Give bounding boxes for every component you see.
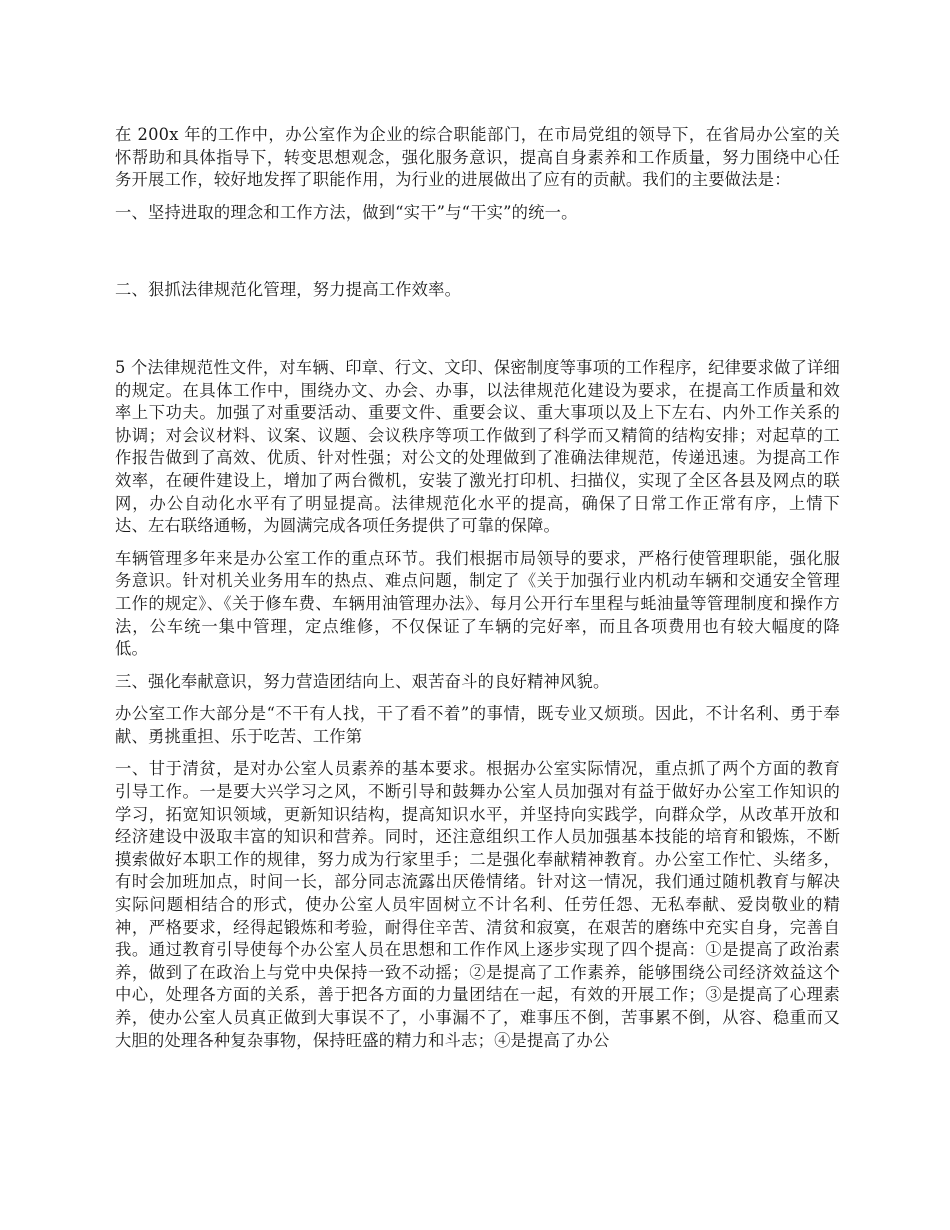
education-paragraph: 一、甘于清贫，是对办公室人员素养的基本要求。根据办公室实际情况，重点抓了两个方面的教育引导工作。一是要大兴学习之风，不断引导和鼓舞办公室人员加强对有益于做好办公室工作知识的学习，拓宽知识领域，更新知识结构，提高知识水平，并坚持向实践学，向群众学，从改革开放和经济建设中汲取丰富的知识和营养。同时，还注意组织工作人员加强基本技能的培育和锻炼，不断摸索做好本职工作的规律，努力成为行家里手；二是强化奉献精神教育。办公室工作忙、头绪多，有时会加班加点，时间一长，部分同志流露出厌倦情绪。针对这一情况，我们通过随机教育与解决实际问题相结合的形式，使办公室人员牢固树立不计名利、任劳任怨、无私奉献、爱岗敬业的精神，严格要求，经得起锻炼和考验，耐得住辛苦、清贫和寂寞，在艰苦的磨练中充实自身，完善自我。通过教育引导使每个办公室人员在思想和工作作风上逐步实现了四个提高：①是提高了政治素养，做到了在政治上与党中央保持一致不动摇；②是提高了工作素养，能够围绕公司经济效益这个中心，处理各方面的关系，善于把各方面的力量团结在一起，有效的开展工作；③是提高了心理素养，使办公室人员真正做到大事误不了，小事漏不了，难事压不倒，苦事累不倒，从容、稳重而又大胆的处理各种复杂事物，保持旺盛的精力和斗志；④是提高了办公 xyxy=(115,759,840,1050)
spacer xyxy=(115,312,840,357)
regulation-paragraph: 5 个法律规范性文件，对车辆、印章、行文、文印、保密制度等事项的工作程序，纪律要求做了详细的规定。在具体工作中，围绕办文、办会、办事，以法律规范化建设为要求，在提高工作质量和效率上下功夫。加强了对重要活动、重要文件、重要会议、重大事项以及上下左右、内外工作关系的协调；对会议材料、议案、议题、会议秩序等项工作做到了科学而又精简的结构安排；对起草的工作报告做到了高效、优质、针对性强；对公文的处理做到了准确法律规范，传递迅速。为提高工作效率，在硬件建设上，增加了两台微机，安装了激光打印机、扫描仪，实现了全区各县及网点的联网，办公自动化水平有了明显提高。法律规范化水平的提高，确保了日常工作正常有序，上情下达、左右联络通畅，为圆满完成各项任务提供了可靠的保障。 xyxy=(115,357,840,536)
office-work-paragraph: 办公室工作大部分是“不干有人找，干了看不着”的事情，既专业又烦琐。因此，不计名利、勇于奉献、勇挑重担、乐于吃苦、工作第 xyxy=(115,704,840,746)
section-heading-1: 一、坚持进取的理念和工作方法，做到“实干”与“干实”的统一。 xyxy=(115,202,578,222)
section-heading-2: 二、狠抓法律规范化管理，努力提高工作效率。 xyxy=(115,280,462,300)
intro-paragraph: 在 200x 年的工作中，办公室作为企业的综合职能部门，在市局党组的领导下，在省局办公室的关怀帮助和具体指导下，转变思想观念，强化服务意识，提高自身素养和工作质量，努力围绕中心任务开展工作，较好地发挥了职能作用，为行业的进展做出了应有的贡献。我们的主要做法是： xyxy=(115,125,840,190)
vehicle-management-paragraph: 车辆管理多年来是办公室工作的重点环节。我们根据市局领导的要求，严格行使管理职能，强化服务意识。针对机关业务用车的热点、难点问题，制定了《关于加强行业内机动车辆和交通安全管理工作的规定》、《关于修车费、车辆用油管理办法》、每月公开行车里程与蚝油量等管理制度和操作方法，公车统一集中管理，定点维修，不仅保证了车辆的完好率，而且各项费用也有较大幅度的降低。 xyxy=(115,548,840,659)
section-heading-3: 三、强化奉献意识，努力营造团结向上、艰苦奋斗的良好精神风貌。 xyxy=(115,671,610,691)
spacer xyxy=(115,234,840,279)
document-body xyxy=(115,124,840,1062)
